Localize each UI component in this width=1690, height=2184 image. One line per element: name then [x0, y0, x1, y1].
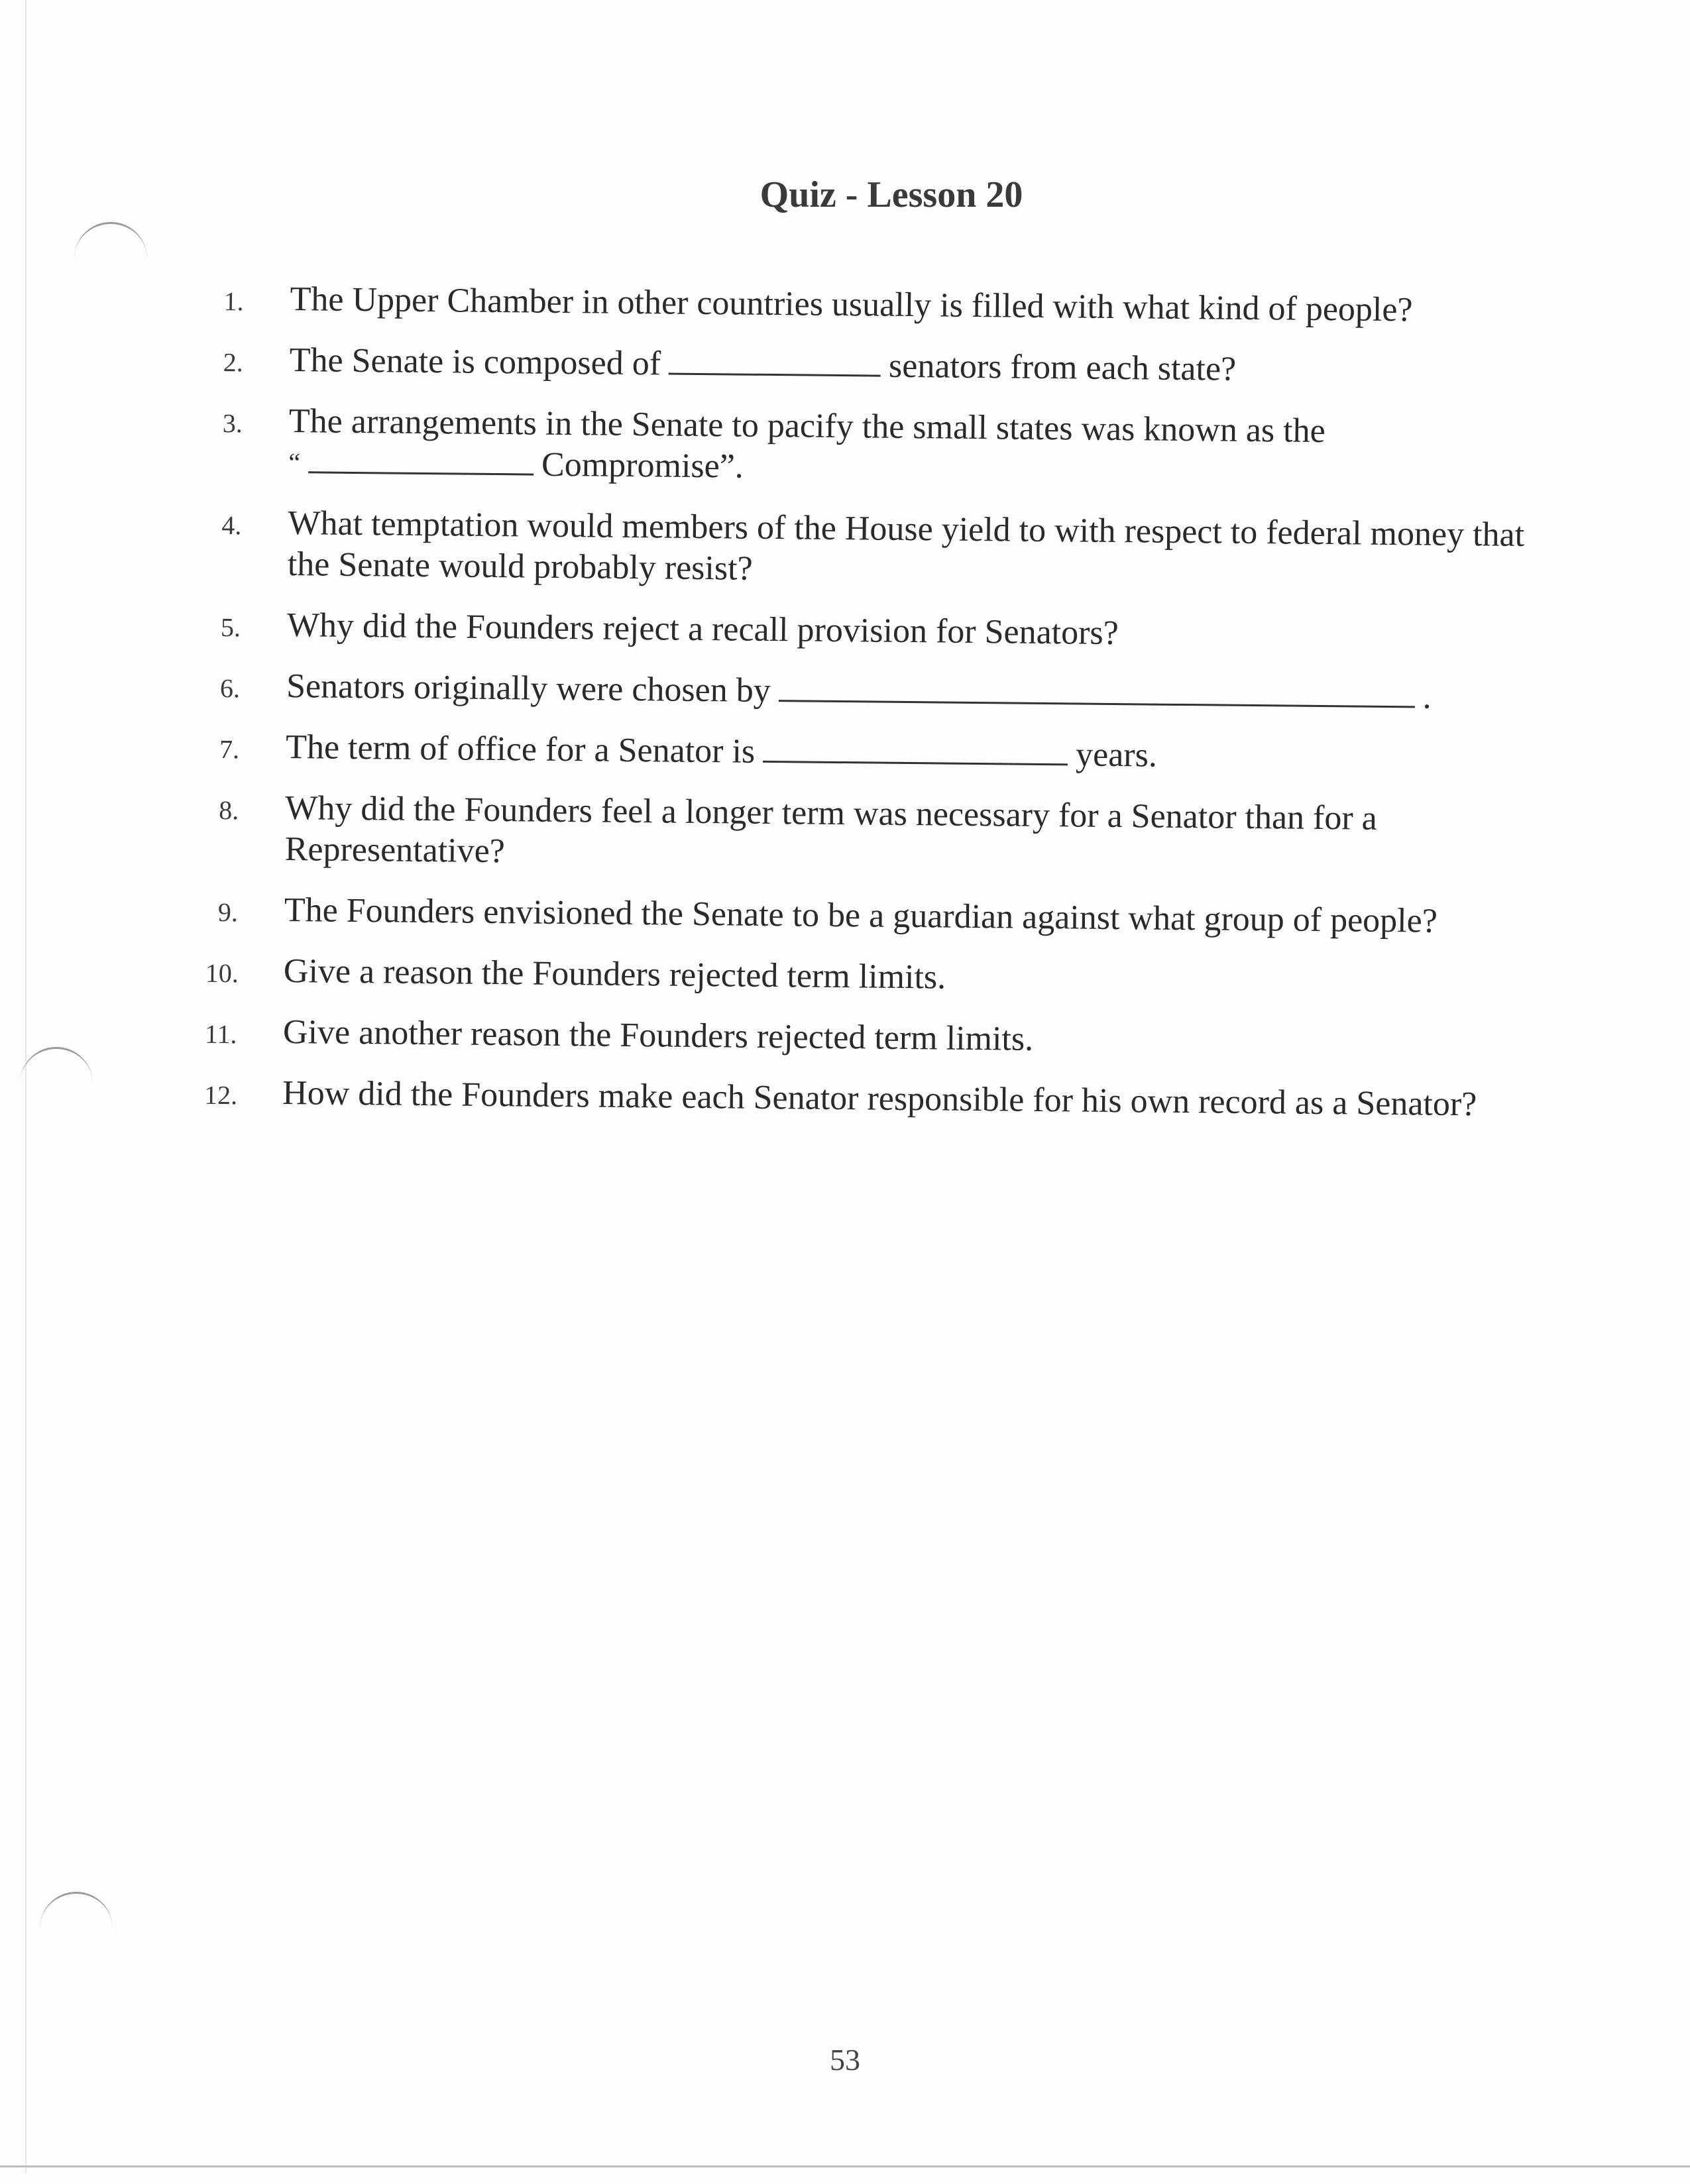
question-text-before: The Senate is composed of	[289, 341, 661, 383]
question-number: 3.	[222, 408, 243, 439]
question-6	[215, 665, 1534, 719]
question-4	[216, 502, 1536, 597]
opening-quote: “	[288, 447, 301, 478]
punch-hole-mark	[40, 1892, 113, 1940]
question-12	[203, 1072, 1530, 1126]
question-text-after: .	[1422, 678, 1432, 716]
punch-hole-mark	[74, 222, 147, 270]
question-5	[215, 604, 1535, 658]
question-11	[204, 1011, 1531, 1065]
question-number: 9.	[217, 897, 239, 928]
question-number: 7.	[219, 734, 240, 765]
question-text-before: The term of office for a Senator is	[285, 728, 756, 771]
question-number: 11.	[204, 1018, 237, 1050]
question-text-line1: The arrangements in the Senate to pacify the small states was known as the	[288, 402, 1325, 451]
question-text: What temptation would members of the House yield to with respect to federal money that the Senate would probably resist?	[287, 504, 1525, 588]
question-list	[203, 278, 1538, 1146]
question-3	[217, 400, 1536, 495]
answer-blank[interactable]	[308, 445, 534, 475]
question-9	[213, 889, 1532, 943]
question-10	[205, 950, 1532, 1004]
answer-blank[interactable]	[669, 347, 881, 377]
answer-blank[interactable]	[763, 734, 1068, 765]
question-number: 12.	[203, 1079, 238, 1111]
question-text-after: senators from each state?	[888, 347, 1237, 388]
question-2	[218, 339, 1538, 393]
question-7	[214, 726, 1534, 780]
question-number: 5.	[220, 612, 241, 643]
question-number: 8.	[219, 795, 239, 826]
answer-blank[interactable]	[779, 673, 1415, 708]
question-text-after: years.	[1075, 736, 1158, 775]
question-number: 10.	[205, 957, 239, 989]
page-bottom-edge	[0, 2165, 1690, 2167]
question-number: 4.	[221, 510, 242, 541]
question-1	[218, 278, 1538, 332]
question-8	[213, 787, 1532, 882]
page-title: Quiz - Lesson 20	[760, 174, 1023, 215]
page-number: 53	[830, 2043, 860, 2077]
question-text: The Founders envisioned the Senate to be a guardian against what group of people?	[284, 891, 1438, 940]
question-text: Why did the Founders reject a recall provision for Senators?	[286, 606, 1119, 653]
question-text-after: Compromise”.	[541, 445, 744, 486]
question-text: Give another reason the Founders rejected term limits.	[282, 1012, 1034, 1058]
question-number: 6.	[219, 673, 241, 704]
question-number: 2.	[223, 347, 243, 378]
question-text: Give a reason the Founders rejected term limits.	[283, 952, 946, 997]
question-text: Why did the Founders feel a longer term was necessary for a Senator than for a Representative?	[284, 789, 1378, 871]
punch-hole-mark	[20, 1047, 93, 1095]
question-text: How did the Founders make each Senator responsible for his own record as a Senator?	[282, 1073, 1477, 1124]
question-text: The Upper Chamber in other countries usually is filled with what kind of people?	[290, 280, 1413, 329]
question-text-before: Senators originally were chosen by	[286, 667, 771, 710]
question-number: 1.	[223, 286, 244, 317]
